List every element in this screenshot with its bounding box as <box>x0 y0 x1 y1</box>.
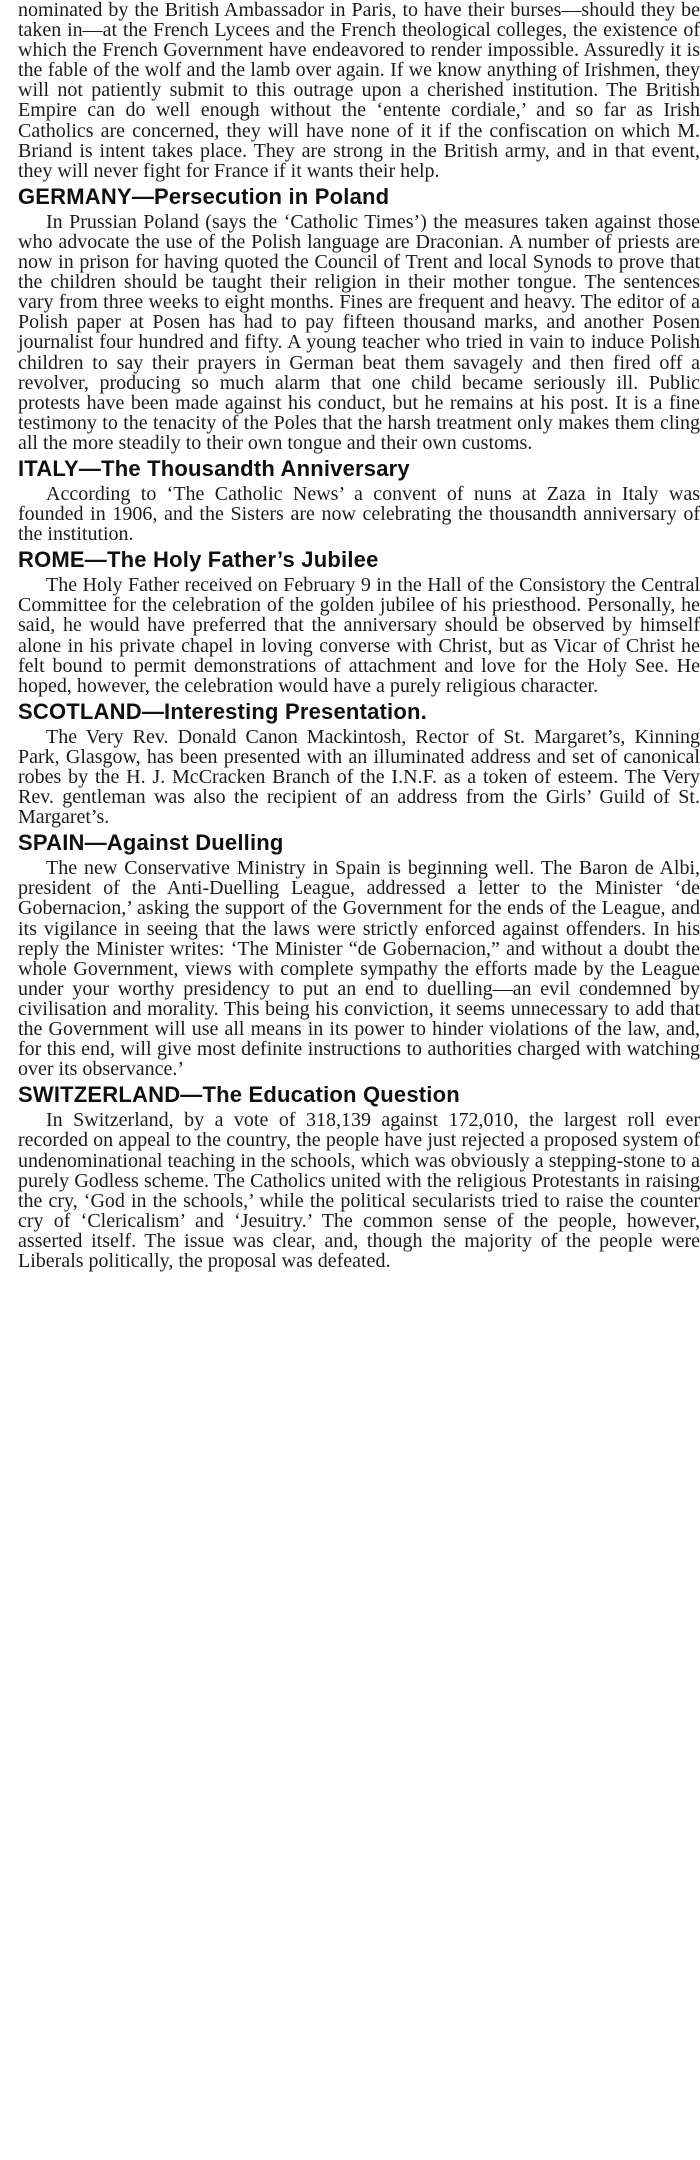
heading-switzerland: SWITZERLAND—The Education Question <box>18 1082 460 1108</box>
paragraph-rome: The Holy Father received on February 9 in the Hall of the Consistory the Central Committee for the celebration of the golden jubilee of his priesthood. Personally, he said, he would have preferred that the anniversary should be observed by himself alone in his private chapel in loving converse with Christ, but as Vicar of Christ he felt bound to permit demonstrations of attachment and love for the Holy See. He hoped, however, the celebration would have a purely religious character. <box>18 574 700 697</box>
section-germany <box>18 185 700 453</box>
heading-spain: SPAIN—Against Duelling <box>18 830 284 856</box>
heading-rome: ROME—The Holy Father’s Jubilee <box>18 547 379 573</box>
paragraph-germany: In Prussian Poland (says the ‘Catholic Times’) the measures taken against those who advocate the use of the Polish language are Draconian. A number of priests are now in prison for having quoted the Council of Trent and local Synods to prove that the children should be taught their religion in their mother tongue. The sentences vary from three weeks to eight months. Fines are frequent and heavy. The editor of a Polish paper at Posen has had to pay fifteen thousand marks, and another Posen journalist four hundred and fifty. A young teacher who tried in vain to induce Polish children to say their prayers in German beat them savagely and then fired off a revolver, producing so much alarm that one child became seriously ill. Public protests have been made against his conduct, but he remains at his post. It is a fine testimony to the tenacity of the Poles that the harsh treatment only makes them cling all the more steadily to their own tongue and their own customs. <box>18 210 700 454</box>
heading-scotland: SCOTLAND—Interesting Presentation. <box>18 698 427 724</box>
heading-italy: ITALY—The Thousandth Anniversary <box>18 455 410 481</box>
section-switzerland <box>18 1083 700 1271</box>
article-column <box>18 0 700 1271</box>
section-scotland <box>18 700 700 827</box>
section-rome <box>18 548 700 696</box>
section-spain <box>18 831 700 1079</box>
paragraph-scotland: The Very Rev. Donald Canon Mackintosh, Rector of St. Margaret’s, Kinning Park, Glasgow, has been presented with an illuminated address and set of canonical robes by the H. J. McCracken Branch of the I.N.F. as a token of esteem. The Very Rev. gentleman was also the recipient of an address from the Girls’ Guild of St. Margaret’s. <box>18 725 700 829</box>
paragraph-italy: According to ‘The Catholic News’ a convent of nuns at Zaza in Italy was founded in 1906, and the Sisters are now celebrating the thousandth anniversary of the institution. <box>18 482 700 546</box>
section-ireland-continued <box>18 0 700 181</box>
heading-germany: GERMANY—Persecution in Poland <box>18 183 390 209</box>
paragraph-spain: The new Conservative Ministry in Spain is beginning well. The Baron de Albi, president of the Anti-Duelling League, addressed a letter to the Minister ‘de Gobernacion,’ asking the support of the Government for the ends of the League, and its vigilance in seeing that the laws were strictly enforced against offenders. In his reply the Minister writes: ‘The Minister “de Gobernacion,” and without a doubt the whole Government, views with complete sympathy the efforts made by the League under your worthy presidency to put an end to duelling—an evil condemned by civilisation and morality. This being his conviction, it seems unnecessary to add that the Government will use all means in its power to hinder violations of the law, and, for this end, will give most definite instructions to authorities charged with watching over its observance.’ <box>18 857 700 1081</box>
paragraph-ireland-continued: nominated by the British Ambassador in Paris, to have their burses—should they be taken in—at the French Lycees and the French theological colleges, the existence of which the French Government have endeavored to render impossible. Assuredly it is the fable of the wolf and the lamb over again. If we know anything of Irishmen, they will not patiently submit to this outrage upon a cherished institution. The British Empire can do well enough without the ‘entente cordiale,’ and so far as Irish Catholics are concerned, they will have none of it if the confiscation on which M. Briand is intent takes place. They are strong in the British army, and in that event, they will never fight for France if it wants their help. <box>18 0 700 182</box>
paragraph-switzerland: In Switzerland, by a vote of 318,139 against 172,010, the largest roll ever recorded on appeal to the country, the people have just rejected a proposed system of undenominational teaching in the schools, which was obviously a stepping-stone to a purely Godless scheme. The Catholics united with the religious Protestants in raising the cry, ‘God in the schools,’ while the political secularists tried to raise the counter cry of ‘Clericalism’ and ‘Jesuitry.’ The common sense of the people, however, asserted itself. The issue was clear, and, though the majority of the people were Liberals politically, the proposal was defeated. <box>18 1109 700 1272</box>
section-italy <box>18 457 700 544</box>
